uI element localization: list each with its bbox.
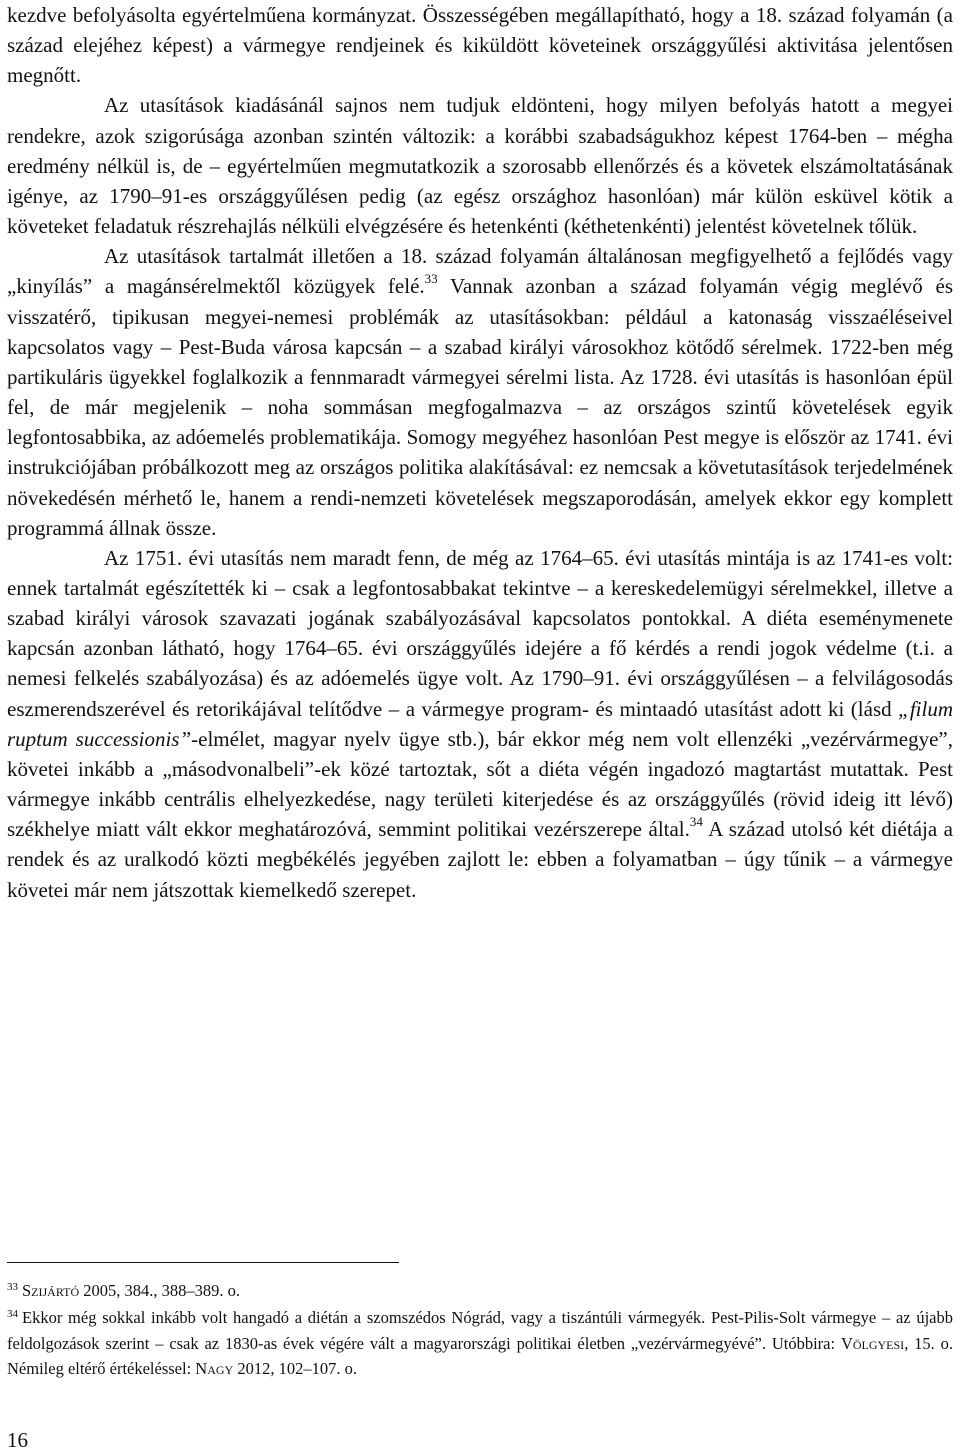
footnote-divider xyxy=(7,1262,399,1263)
main-text xyxy=(7,0,953,905)
footnote-number: 33 xyxy=(7,1281,18,1293)
page-number: 16 xyxy=(7,1428,28,1452)
paragraph-4 xyxy=(7,543,953,905)
page-body xyxy=(7,0,953,905)
paragraph-1: kezdve befolyásolta egyértelműena kormányzat. Összességében megállapítható, hogy a 18. század folyamán (a század elejéhez képest) a vármegye rendjeinek és kiküldött követeinek országgyűlési aktivitása jelentősen megnőtt. xyxy=(7,3,953,88)
italic-term: „filum ruptum successionis” xyxy=(7,696,953,751)
paragraph-4-text-a: Az 1751. évi utasítás nem maradt fenn, de még az 1764–65. évi utasítás mintája is az 1741-es volt: ennek tartalmát egészítették ki – csak a legfontosabbakat tekintve – a kereskedelemügyi sérelmekkel, illetve a szabad királyi városok szavazati jogának szabályozásával kapcsolatos pontokkal. A diéta eseménymenete kapcsán azonban látható, hogy 1764–65. évi országgyűlés idejére a fő kérdés a rendi jogok védelme (t.i. a nemesi felkelés szabályozása) és az adóemelés ügye volt. Az 1790–91. évi országgyűlésen – a felvilágosodás eszmerendszerével és retorikájával telítődve – a vármegye program- és mintaadó utasítást adott ki (lásd xyxy=(7,545,953,721)
footnote-text: , 15. o. Némileg eltérő értékeléssel: xyxy=(7,1334,953,1378)
footnotes xyxy=(7,1279,953,1381)
footnote-number: 34 xyxy=(7,1307,18,1320)
footnote-author: Szijártó xyxy=(22,1281,80,1300)
footnote-34 xyxy=(7,1306,953,1382)
footnote-author: Nagy xyxy=(195,1358,234,1378)
paragraph-4-text-c: A század utolsó két diétája a rendek és az uralkodó közti megbékélés jegyében zajlott le: ebben a folyamatban – úgy tűnik – a vármegye követei már nem játszottak kiemelkedő szerepet. xyxy=(7,817,953,902)
paragraph-2: Az utasítások kiadásánál sajnos nem tudjuk eldönteni, hogy milyen befolyás hatott a megyei rendekre, azok szigorúsága azonban szintén változik: a korábbi szabadságukhoz képest 1764-ben – mégha eredmény nélkül is, de – egyértelműen megmutatkozik a szorosabb ellenőrzés és a követek elszámoltatásának igénye, az 1790–91-es országgyűlésen pedig (az egész országhoz hasonlóan) már külön esküvel kötik a követeket feladatuk részrehajlás nélküli elvégzésére és hetenkénti (kéthetenkénti) jelentést követelnek tőlük. xyxy=(7,93,953,239)
footnote-ref-34[interactable]: 34 xyxy=(689,814,703,830)
footnote-text: 2005, 384., 388–389. o. xyxy=(79,1281,240,1300)
footnote-author: Völgyesi xyxy=(840,1334,905,1353)
footnote-33 xyxy=(7,1279,953,1306)
paragraph-3 xyxy=(7,241,953,543)
paragraph-3-text-a: Az utasítások tartalmát illetően a 18. század folyamán általánosan megfigyelhető a fejlődés vagy „kinyílás” a magánsérelmektől közügyek felé. xyxy=(7,244,953,299)
footnote-text: Ekkor még sokkal inkább volt hangadó a diétán a szomszédos Nógrád, vagy a tiszántúli vármegyék. Pest-Pilis-Solt vármegye – az újabb feldolgozások szerint – csak az 1830-as évek végére vált a magyarországi politikai életben „vezérvármegyévé”. Utóbbira: xyxy=(7,1307,953,1353)
footnote-ref-33[interactable]: 33 xyxy=(424,271,438,287)
footnote-text: 2012, 102–107. o. xyxy=(233,1358,357,1378)
paragraph-4-text-b: -elmélet, magyar nyelv ügye stb.), bár ekkor még nem volt ellenzéki „vezérvármegye”, követei inkább a „másodvonalbeli”-ek közé tartoztak, sőt a diéta végén ingadozó magtartást mutattak. Pest vármegye inkább centrális elhelyezkedése, nagy területi kiterjedése és az országgyűlés (rövid ideig itt lévő) székhelye miatt vált ekkor meghatározóvá, semmint politikai vezérszerepe által. xyxy=(7,726,953,842)
paragraph-3-text-b: Vannak azonban a század folyamán végig meglévő és visszatérő, tipikusan megyei-nemesi problémák az utasításokban: például a katonaság visszaéléseivel kapcsolatos vagy – Pest-Buda városa kapcsán – a szabad királyi városokhoz kötődő sérelmek. 1722-ben még partikuláris ügyekkel foglalkozik a fennmaradt vármegyei sérelmi lista. Az 1728. évi utasítás is hasonlóan épül fel, de már megjelenik – noha sommásan megfogalmazva – az országos szintű követelések egyik legfontosabbika, az adóemelés problematikája. Somogy megyéhez hasonlóan Pest megye is először az 1741. évi instrukciójában próbálkozott meg az országos politika alakításával: ez nemcsak a követutasítások terjedelmének növekedésén mérhető le, hanem a rendi-nemzeti követelések megszaporodásán, amelyek ekkor egy komplett programmá állnak össze. xyxy=(7,274,953,540)
